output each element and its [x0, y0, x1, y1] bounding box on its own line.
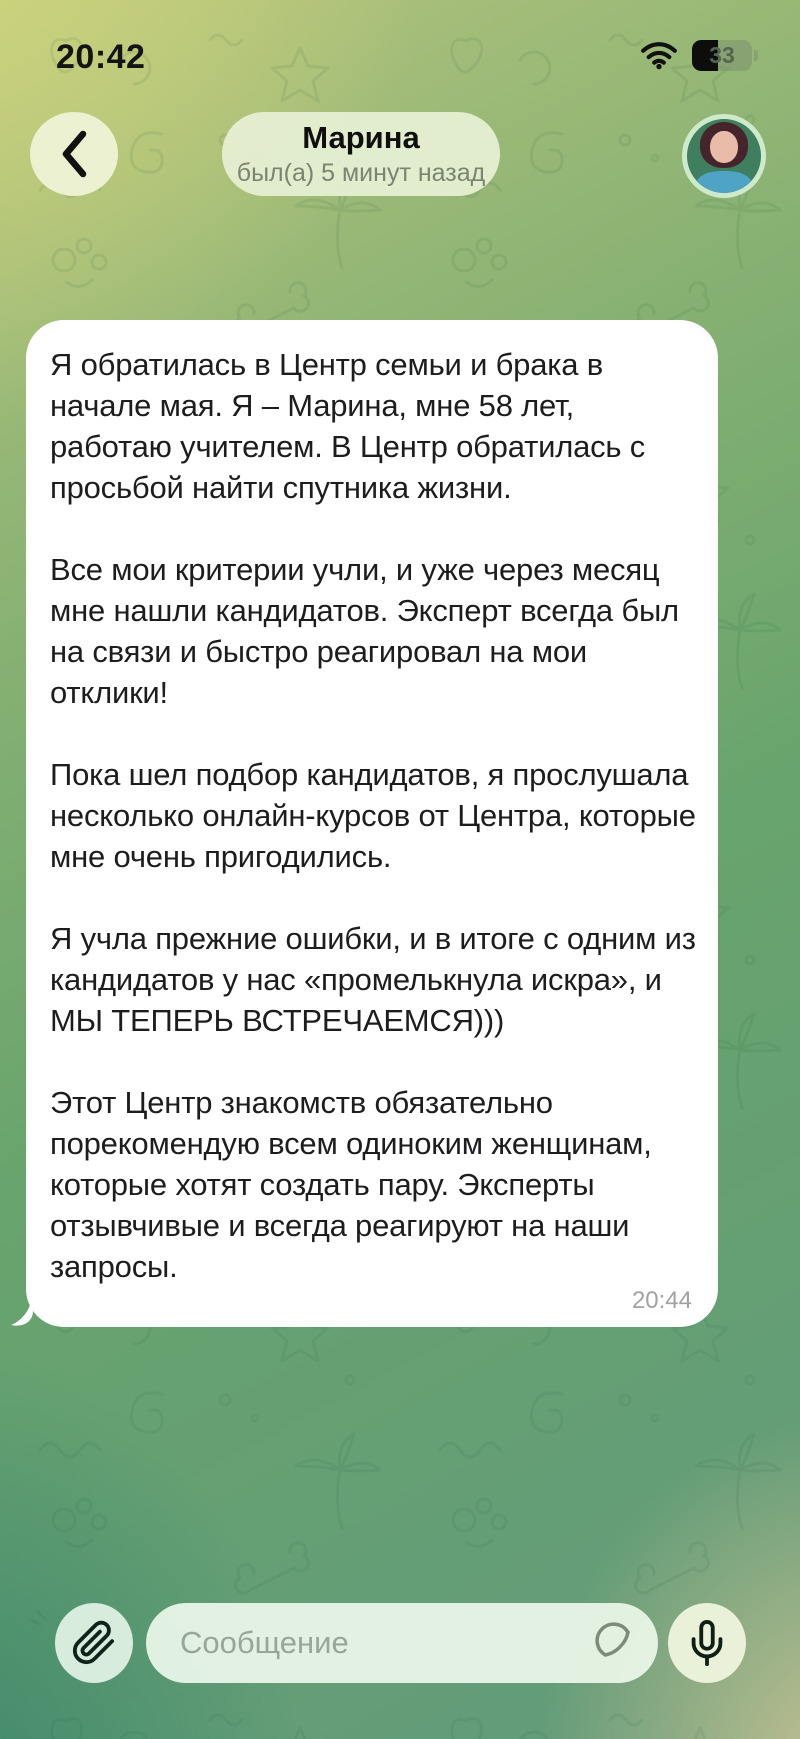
attach-button[interactable] — [55, 1603, 133, 1683]
avatar-body — [697, 171, 750, 193]
chat-title: Марина — [302, 120, 420, 156]
message-paragraph: Все мои критерии учли, и уже через месяц мне нашли кандидатов. Эксперт всегда был на связи и быстро реагировал на мои отклики! — [50, 552, 679, 710]
status-bar — [0, 36, 800, 80]
sticker-button[interactable] — [581, 1603, 650, 1683]
message-paragraph: Пока шел подбор кандидатов, я прослушала несколько онлайн-курсов от Центра, которые мне очень пригодились. — [50, 757, 696, 874]
avatar[interactable] — [682, 114, 766, 198]
composer-bar — [0, 1603, 800, 1685]
battery-indicator — [692, 40, 758, 71]
wifi-icon — [640, 41, 678, 70]
message-input-pill — [146, 1603, 658, 1683]
message-paragraph: Я обратилась в Центр семьи и брака в начале мая. Я – Марина, мне 58 лет, работаю учителем. В Центр обратилась с просьбой найти спутника жизни. — [50, 347, 646, 505]
back-button[interactable] — [30, 112, 118, 196]
chevron-left-icon — [57, 127, 91, 181]
battery-percent: 33 — [709, 41, 735, 68]
clock-label: 20:42 — [56, 38, 146, 76]
message-paragraph: Этот Центр знакомств обязательно порекомендую всем одиноким женщинам, которые хотят создать пару. Эксперты отзывчивые и всегда реагируют на наши запросы. — [50, 1085, 652, 1284]
message-paragraph: Я учла прежние ошибки, и в итоге с одним из кандидатов у нас «промелькнула искра», и МЫ ТЕПЕРЬ ВСТРЕЧАЕМСЯ))) — [50, 921, 696, 1038]
microphone-icon — [684, 1620, 730, 1666]
chat-header — [0, 112, 800, 198]
voice-message-button[interactable] — [668, 1603, 746, 1683]
last-seen-status: был(а) 5 минут назад — [236, 158, 486, 187]
battery-cap — [754, 50, 758, 61]
chat-title-pill[interactable] — [222, 112, 500, 196]
message-bubble[interactable] — [26, 320, 718, 1327]
paperclip-icon — [71, 1620, 117, 1666]
contact-photo — [687, 119, 761, 193]
bubble-tail — [11, 1289, 33, 1327]
message-timestamp: 20:44 — [631, 1287, 692, 1314]
message-input[interactable] — [178, 1624, 581, 1662]
avatar-face — [710, 131, 738, 164]
sticker-icon — [594, 1621, 638, 1665]
